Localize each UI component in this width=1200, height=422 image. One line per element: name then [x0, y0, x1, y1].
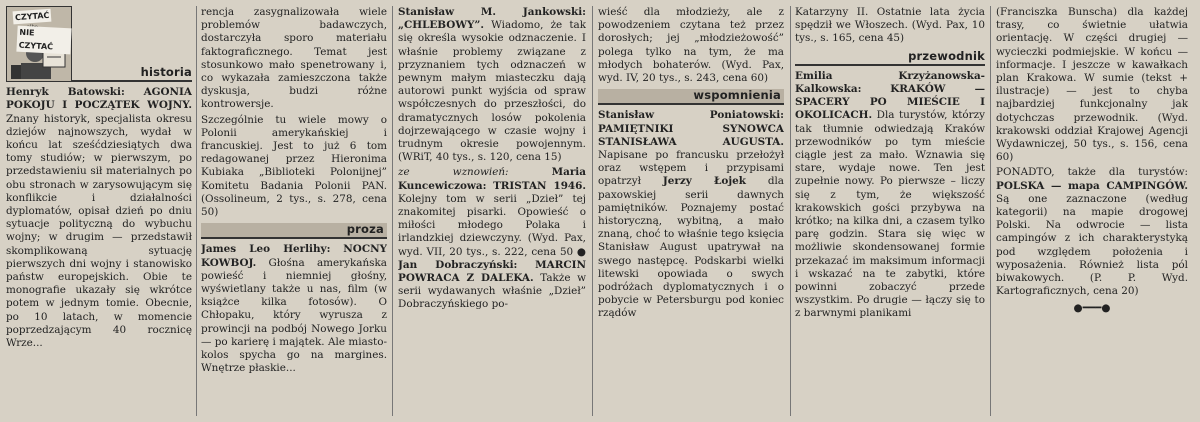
- lead-label: ze wznowień:: [398, 166, 509, 179]
- review-polonia: Szczególnie tu wiele mowy o Polonii amerykańskiej i francuskiej. Jest to już 6 tom redagowanej przez Hieronima Kubiaka „Biblioteki Polonijnej” Komitetu Badania Polonii PAN. (Ossolineum, 2 tys., s. 278, cena 50): [201, 113, 387, 219]
- column-1: [6, 6, 192, 416]
- column-4: [598, 6, 784, 416]
- review-text: Wiadomo, że tak się określa wysokie odznaczenie. I właśnie problemy związane z przyznaniem tych odznaczeń w pewnym małym miasteczku dają autorowi punkt wyjścia od spraw współczesnych do przeszłości, do dramatycznych losów pokolenia dojrzewającego w czasie wojny i trudnym okresie powojennym. (WRiT, 40 tys., s. 120, cena 15): [398, 19, 586, 164]
- review-text: dla paxowskiej serii dawnych pamiętników. Poznajemy postać historyczną, wybitną, a mało znaną, choć to właśnie tego księcia Stanisław August upatrywał na swego następcę. Podskarbi wielki litewski opowiada o swych podróżach dyplomatycznych i o pobycie w Petersburgu pod koniec rządów: [598, 175, 784, 320]
- end-ornament: ●━━━●: [1073, 302, 1111, 315]
- book-title: „CHLEBOWY”.: [398, 19, 484, 32]
- review-text: Kolejny tom w serii „Dzieł” tej znakomitej pisarki. Opowieść o miłości młodego Polaka i irlandzkiej dziewczyny. (Wyd. Pax, wyd. VII, 20 tys., s. 222, cena 50 ●: [398, 192, 586, 258]
- section-heading-historia: historia: [6, 66, 192, 82]
- book-title: AGONIA POKOJU I POCZĄTEK WOJNY.: [6, 86, 192, 112]
- map-title: POLSKA — mapa CAMPINGÓW.: [996, 179, 1188, 192]
- review-text: Głośna amerykańska powieść i niemniej głośny, wyświetlany także u nas, film (w książce kilka fotosów). O Chłopaku, który wyrusza z prowincji na podbój Nowego Jorku — po karierę i majątek. Ale miasto-kolos spycha go na margines. Wnętrze płaskie...: [201, 256, 387, 375]
- book-title: TRISTAN 1946.: [493, 179, 586, 192]
- section-heading-przewodnik: przewodnik: [795, 50, 985, 66]
- column-divider: [592, 6, 593, 416]
- review-continuation: rencja zasygnalizowała wiele problemów badawczych, dostarczyła sporo materiału faktograficznego. Temat jest stosunkowo mało spenetrowany i, co wykazała zamieszczona także dyskusja, budzi różne kontrowersje.: [201, 6, 387, 111]
- logo-line-1: CZYTAĆ: [13, 9, 52, 25]
- author: Stanisław Poniatowski:: [598, 109, 784, 122]
- column-divider: [790, 6, 791, 416]
- author: Emilia Krzyżanowska-Kalkowska:: [795, 69, 985, 96]
- author: James Leo Herlihy:: [201, 243, 331, 256]
- column-divider: [196, 6, 197, 416]
- author: Stanisław M. Jankowski:: [398, 6, 586, 18]
- book-title: KRAKÓW — SPACERY PO MIEŚCIE I OKOLICACH.: [795, 83, 985, 122]
- column-5: [795, 6, 985, 416]
- review-continuation: (Franciszka Bunscha) dla każdej trasy, co świetnie ułatwia orientację. W części drugiej — wycieczki podmiejskie. W końcu — informacje. I jeszcze w kawałkach plan Krakowa. W sumie (tekst + ilustracje) — jest to chyba najbardziej funkcjonalny jak dotychczas przewodnik. (Wyd. krakowski oddział Krajowej Agencji Wydawniczej, 50 tys., s. 156, cena 60): [996, 6, 1188, 164]
- review-text: Są one zaznaczone (według kategorii) na mapie drogowej Polski. Na odwrocie — lista campingów z ich charakterystyką pod względem położenia i wyposażenia. Również lista pól biwakowych. (P. P. Wyd. Kartograficznych, cena 20): [996, 192, 1188, 298]
- review-jankowski: [398, 6, 586, 164]
- book-title: PAMIĘTNIKI SYNOWCA STANISŁAWA AUGUSTA.: [598, 122, 784, 148]
- review-continuation: wieść dla młodzieży, ale z powodzeniem czytana też przez dorosłych; jej „młodzieżowość” polega tylko na tym, że ma młodych bohaterów. (Wyd. Pax, wyd. IV, 20 tys., s. 243, cena 60): [598, 6, 784, 85]
- review-krzyzanowska: [795, 70, 985, 321]
- column-6: [996, 6, 1188, 416]
- review-campingi: [996, 166, 1188, 298]
- review-text: Także w serii wydawanych właśnie „Dzieł” Dobraczyńskiego po-: [398, 272, 586, 311]
- czytac-logo: [6, 6, 72, 82]
- column-divider: [392, 6, 393, 416]
- review-text: Znany historyk, specjalista okresu dziejów najnowszych, wydał w końcu lat sześćdziesiątych dwa tomy studiów; w pierwszym, po przedstawieniu sił materialnych po obu stronach w zarysowującym się konflikcie i działalności dyplomatów, opisał dzień po dniu sytuacje polityczną do wybuchu wojny; w drugim — przedstawił skomplikowaną sytuację pierwszych dni wojny i stanowisko państw europejskich. Obie te monografie ukazały się wkrótce potem w jednym tomie. Obecnie, po 10 latach, w momencie poprzedzającym 40 rocznicę Wrze...: [6, 112, 192, 350]
- book-title: MARCIN POWRACA Z DALEKA.: [398, 258, 586, 285]
- review-batowski: [6, 86, 192, 350]
- author: Maria Kuncewiczowa:: [398, 166, 586, 192]
- author: Jan Dobraczyński:: [398, 258, 518, 271]
- lead-label: PONADTO, także dla turystów:: [996, 166, 1188, 179]
- section-heading-wspomnienia: wspomnienia: [598, 89, 784, 105]
- review-text: Dla turystów, którzy tak tłumnie odwiedzają Kraków przewodników po tym mieście ciągle jest za mało. Wznawia się stare, wydaje nowe. Ten jest zupełnie nowy. Po pierwsze – liczy się z tym, że większość krakowskich gości przybywa na krótko; na kilka dni, a czasem tylko parę godzin. Stara się więc w możliwie skondensowanej formie przekazać im maksimum informacji i wskazać na te zabytki, które powinni zobaczyć przede wszystkim. Po drugie — łączy się to z barwnymi planikami: [795, 109, 985, 320]
- review-text: Napisane po francusku przełożył oraz wstępem i przypisami opatrzył: [598, 149, 784, 188]
- column-divider: [990, 6, 991, 416]
- logo-line-3: NIE CZYTAĆ: [16, 26, 71, 55]
- translator-name: Jerzy Łojek: [662, 175, 746, 188]
- review-kuncewiczowa: [398, 166, 586, 311]
- book-title: NOCNY KOWBOJ.: [201, 243, 387, 269]
- author: Henryk Batowski:: [6, 86, 125, 99]
- review-poniatowski: [598, 109, 784, 320]
- review-continuation: Katarzyny II. Ostatnie lata życia spędził we Włoszech. (Wyd. Pax, 10 tys., s. 165, cena 45): [795, 6, 985, 45]
- column-3: [398, 6, 586, 416]
- column-2: [201, 6, 387, 416]
- section-heading-proza: proza: [201, 223, 387, 239]
- review-herlihy: [201, 243, 387, 375]
